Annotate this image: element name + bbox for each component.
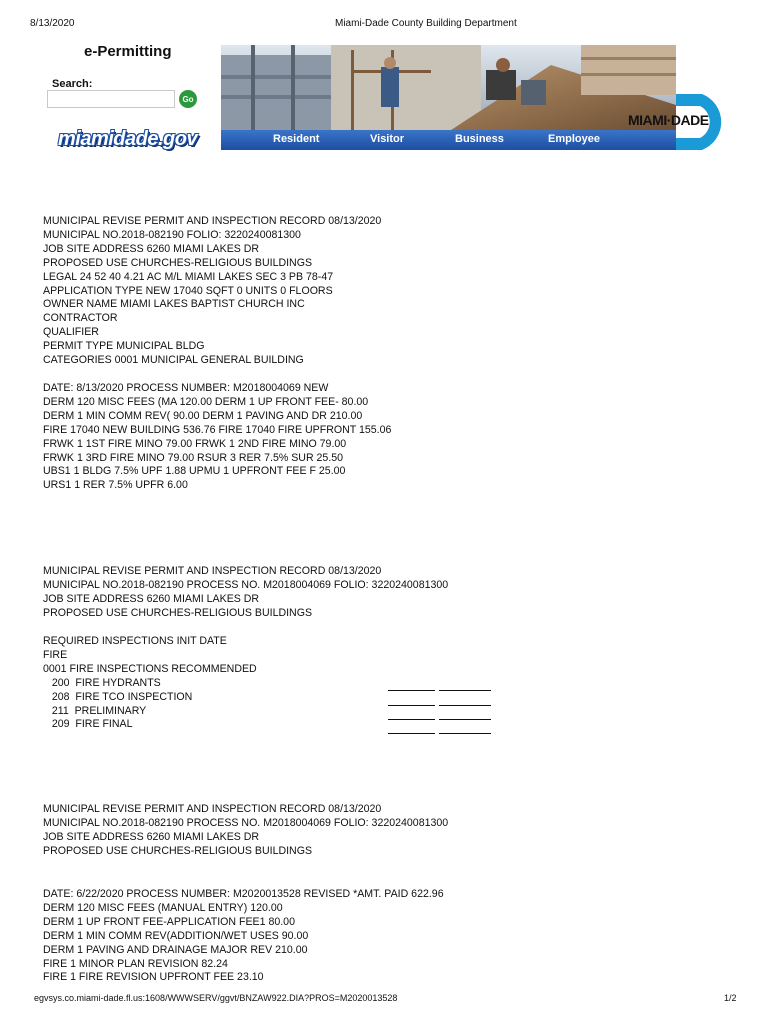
construction-banner-image — [221, 45, 676, 130]
nav-business[interactable]: Business — [455, 133, 504, 145]
fees-block-new: DATE: 8/13/2020 PROCESS NUMBER: M2018004069 NEW DERM 120 MISC FEES (MA 120.00 DERM 1 UP FRONT FEE- 80.00 DERM 1 MIN COMM REV( 90.00 DERM 1 PAVING AND DR 210.00 FIRE 17040 NEW BUILDING 536.76 FIRE 17040 FIRE UPFRONT 155.06 FRWK 1 1ST FIRE MINO 79.00 FRWK 1 2ND FIRE MINO 79.00 FRWK 1 3RD FIRE MINO 79.00 RSUR 3 RER 7.5% SUR 25.50 UBS1 1 BLDG 7.5% UPF 1.88 UPMU 1 UPFRONT FEE F 25.00 URS1 1 RER 7.5% UPFR 6.00 — [43, 382, 392, 492]
fees-block-revised: DATE: 6/22/2020 PROCESS NUMBER: M2020013528 REVISED *AMT. PAID 622.96 DERM 120 MISC FEES (MANUAL ENTRY) 120.00 DERM 1 UP FRONT FEE-APPLICATION FEE1 80.00 DERM 1 MIN COMM REV(ADDITION/WET USES 90.00 DERM 1 PAVING AND DRAINAGE MAJOR REV 210.00 FIRE 1 MINOR PLAN REVISION 82.24 FIRE 1 FIRE REVISION UPFRONT FEE 23.10 — [43, 888, 444, 984]
date-line-200 — [439, 690, 491, 691]
nav-resident[interactable]: Resident — [273, 133, 320, 145]
go-button[interactable]: Go — [179, 90, 197, 108]
nav-visitor[interactable]: Visitor — [370, 133, 405, 145]
miami-dade-logo-text: MIAMI·DADE — [628, 112, 709, 128]
miamidade-gov-logo[interactable]: miamidade.gov — [58, 128, 198, 150]
e-permitting-heading: e-Permitting — [84, 43, 172, 60]
date-line-208 — [439, 705, 491, 706]
print-title: Miami-Dade County Building Department — [335, 18, 517, 29]
inspection-record-header: MUNICIPAL REVISE PERMIT AND INSPECTION RECORD 08/13/2020 MUNICIPAL NO.2018-082190 PROCESS NO. M2018004069 FOLIO: 3220240081300 JOB SITE ADDRESS 6260 MIAMI LAKES DR PROPOSED USE CHURCHES-RELIGIOUS BUILDINGS — [43, 565, 449, 619]
required-inspections-list: REQUIRED INSPECTIONS INIT DATE FIRE 0001 FIRE INSPECTIONS RECOMMENDED 200 FIRE HYDRANTS 208 FIRE TCO INSPECTION 211 PRELIMINARY 209 FIRE FINAL — [43, 635, 257, 731]
nav-bar — [221, 130, 676, 150]
search-input[interactable] — [47, 90, 175, 108]
init-line-208 — [388, 705, 435, 706]
print-date: 8/13/2020 — [30, 18, 75, 29]
revision-record-header: MUNICIPAL REVISE PERMIT AND INSPECTION RECORD 08/13/2020 MUNICIPAL NO.2018-082190 PROCESS NO. M2018004069 FOLIO: 3220240081300 JOB SITE ADDRESS 6260 MIAMI LAKES DR PROPOSED USE CHURCHES-RELIGIOUS BUILDINGS — [43, 803, 449, 857]
init-line-209 — [388, 733, 435, 734]
nav-employee[interactable]: Employee — [548, 133, 600, 145]
init-line-211 — [388, 719, 435, 720]
page-number: 1/2 — [724, 993, 737, 1003]
date-line-209 — [439, 733, 491, 734]
permit-record-block: MUNICIPAL REVISE PERMIT AND INSPECTION RECORD 08/13/2020 MUNICIPAL NO.2018-082190 FOLIO: 3220240081300 JOB SITE ADDRESS 6260 MIAMI LAKES DR PROPOSED USE CHURCHES-RELIGIOUS BUILDINGS LEGAL 24 52 40 4.21 AC M/L MIAMI LAKES SEC 3 PB 78-47 APPLICATION TYPE NEW 17040 SQFT 0 UNITS 0 FLOORS OWNER NAME MIAMI LAKES BAPTIST CHURCH INC CONTRACTOR QUALIFIER PERMIT TYPE MUNICIPAL BLDG CATEGORIES 0001 MUNICIPAL GENERAL BUILDING — [43, 215, 382, 367]
date-line-211 — [439, 719, 491, 720]
footer-url: egvsys.co.miami-dade.fl.us:1608/WWWSERV/ggvt/BNZAW922.DIA?PROS=M2020013528 — [34, 993, 398, 1003]
search-label: Search: — [52, 78, 93, 90]
init-line-200 — [388, 690, 435, 691]
